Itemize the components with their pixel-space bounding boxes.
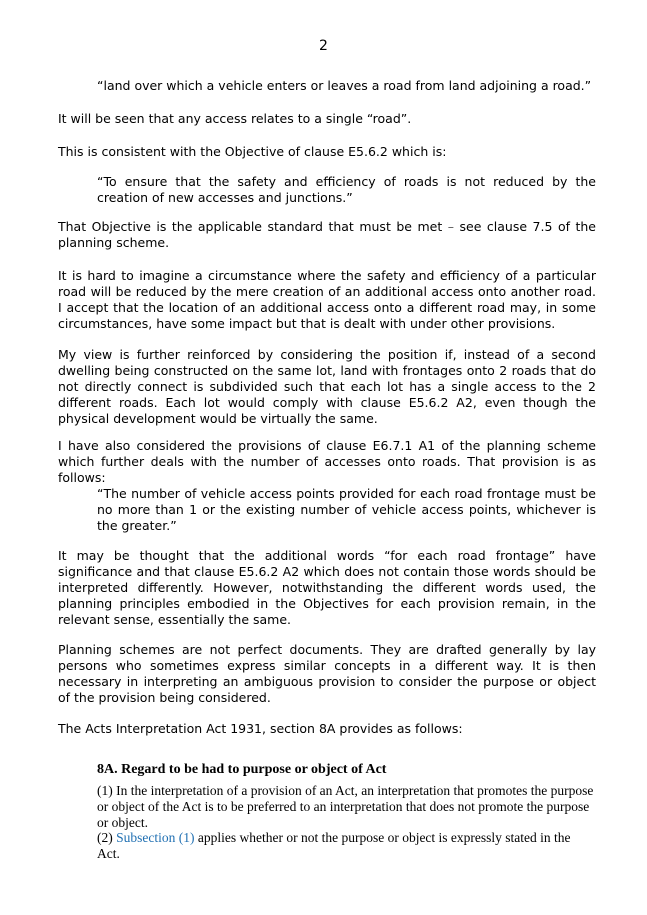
- definition-quote: “land over which a vehicle enters or leaves a road from land adjoining a road.”: [97, 78, 592, 93]
- paragraph-schemes: Planning schemes are not perfect documents. They are drafted generally by lay persons who sometimes express similar concepts in a different way. It is then necessary in interpreting an ambiguous provision to consider the purpose or object of the provision being considered.: [58, 642, 596, 705]
- standard-dash: –: [447, 219, 455, 234]
- subsection-2-prefix: (2): [97, 830, 117, 845]
- standard-text-a: That Objective is the applicable standard that must be met: [58, 219, 443, 234]
- standard-text-b: see clause 7.5 of the planning scheme.: [58, 219, 597, 250]
- paragraph-view: My view is further reinforced by considering the position if, instead of a second dwelling being constructed on the same lot, land with frontages onto 2 roads that do not directly connect is subdivided such that each lot has a single access to the 2 different roads. Each lot would comply with clause E5.6.2 A2, even though the physical development would be virtually the same.: [58, 347, 596, 426]
- paragraph-acts: The Acts Interpretation Act 1931, section 8A provides as follows:: [58, 721, 463, 736]
- subsection-1-link[interactable]: Subsection (1): [116, 830, 195, 845]
- paragraph-imagine: It is hard to imagine a circumstance where the safety and efficiency of a particular road will be reduced by the mere creation of an additional access onto another road. I accept that the location of an additional access onto a different road may, in some circumstances, have some impact but that is dealt with under other provisions.: [58, 268, 596, 331]
- section-heading: 8A. Regard to be had to purpose or object of Act: [97, 762, 387, 777]
- paragraph-consistent: This is consistent with the Objective of clause E5.6.2 which is:: [58, 144, 447, 159]
- subsection-2-text: applies whether or not the purpose or object is expressly stated in the Act.: [97, 830, 571, 861]
- paragraph-standard: [58, 219, 596, 251]
- access-quote: “The number of vehicle access points provided for each road frontage must be no more than 1 or the existing number of vehicle access points, whichever is the greater.”: [97, 486, 596, 533]
- subsection-1: (1) In the interpretation of a provision of an Act, an interpretation that promotes the purpose or object of the Act is to be preferred to an interpretation that does not promote the purpose or object.: [97, 783, 594, 830]
- subsection-2: [97, 830, 596, 862]
- paragraph-single-road: It will be seen that any access relates to a single “road”.: [58, 111, 412, 126]
- paragraph-also: I have also considered the provisions of clause E6.7.1 A1 of the planning scheme which further deals with the number of accesses onto roads. That provision is as follows:: [58, 438, 596, 485]
- objective-quote: “To ensure that the safety and efficiency of roads is not reduced by the creation of new accesses and junctions.”: [97, 174, 596, 205]
- page-number: 2: [319, 38, 328, 54]
- paragraph-thought: It may be thought that the additional words “for each road frontage” have significance and that clause E5.6.2 A2 which does not contain those words should be interpreted differently. However, notwithstanding the different words used, the planning principles embodied in the Objectives for each provision remain, in the relevant sense, essentially the same.: [58, 548, 596, 627]
